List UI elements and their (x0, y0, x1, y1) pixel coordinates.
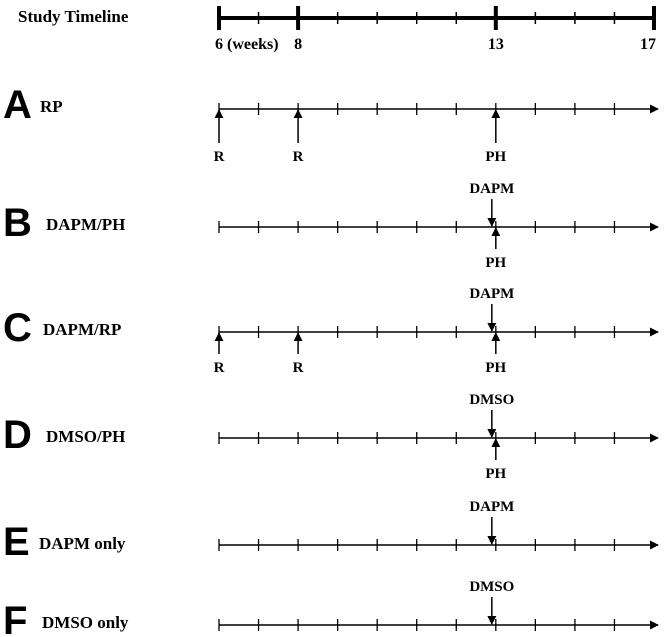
procedure-label: R (213, 149, 225, 165)
procedure-label: PH (485, 466, 507, 482)
procedure-label: R (213, 360, 225, 376)
week-label: 6 (weeks) (215, 36, 279, 53)
panel-letter: F (3, 599, 28, 637)
panel-letter: B (3, 201, 32, 245)
timeline-week-labels (215, 36, 656, 53)
panel-e (3, 499, 658, 564)
panel-name: DAPM/PH (46, 215, 126, 234)
panel-d (3, 392, 658, 482)
panel-b (3, 181, 658, 271)
week-label: 17 (640, 36, 656, 53)
panel-name: RP (40, 97, 63, 116)
panel-letter: C (3, 306, 32, 350)
panel-name: DAPM only (39, 534, 126, 553)
panel-f (3, 579, 658, 637)
treatment-label: DMSO (469, 579, 515, 595)
week-label: 8 (294, 36, 303, 53)
panel-c (3, 286, 658, 376)
treatment-panels (3, 83, 658, 637)
procedure-label: R (292, 149, 304, 165)
procedure-label: R (292, 360, 304, 376)
panel-name: DMSO only (42, 613, 129, 632)
panel-letter: D (3, 413, 32, 457)
timeline-title: Study Timeline (18, 7, 129, 26)
procedure-label: PH (485, 360, 507, 376)
treatment-label: DMSO (469, 392, 515, 408)
panel-a (3, 83, 658, 165)
procedure-label: PH (485, 149, 507, 165)
treatment-label: DAPM (469, 286, 515, 302)
panel-name: DMSO/PH (46, 427, 126, 446)
panel-letter: E (3, 520, 30, 564)
timeline-header (18, 6, 656, 53)
treatment-label: DAPM (469, 181, 515, 197)
treatment-label: DAPM (469, 499, 515, 515)
panel-name: DAPM/RP (43, 320, 122, 339)
procedure-label: PH (485, 255, 507, 271)
timeline-axis (219, 6, 654, 30)
panel-letter: A (3, 83, 32, 127)
week-label: 13 (487, 36, 504, 53)
